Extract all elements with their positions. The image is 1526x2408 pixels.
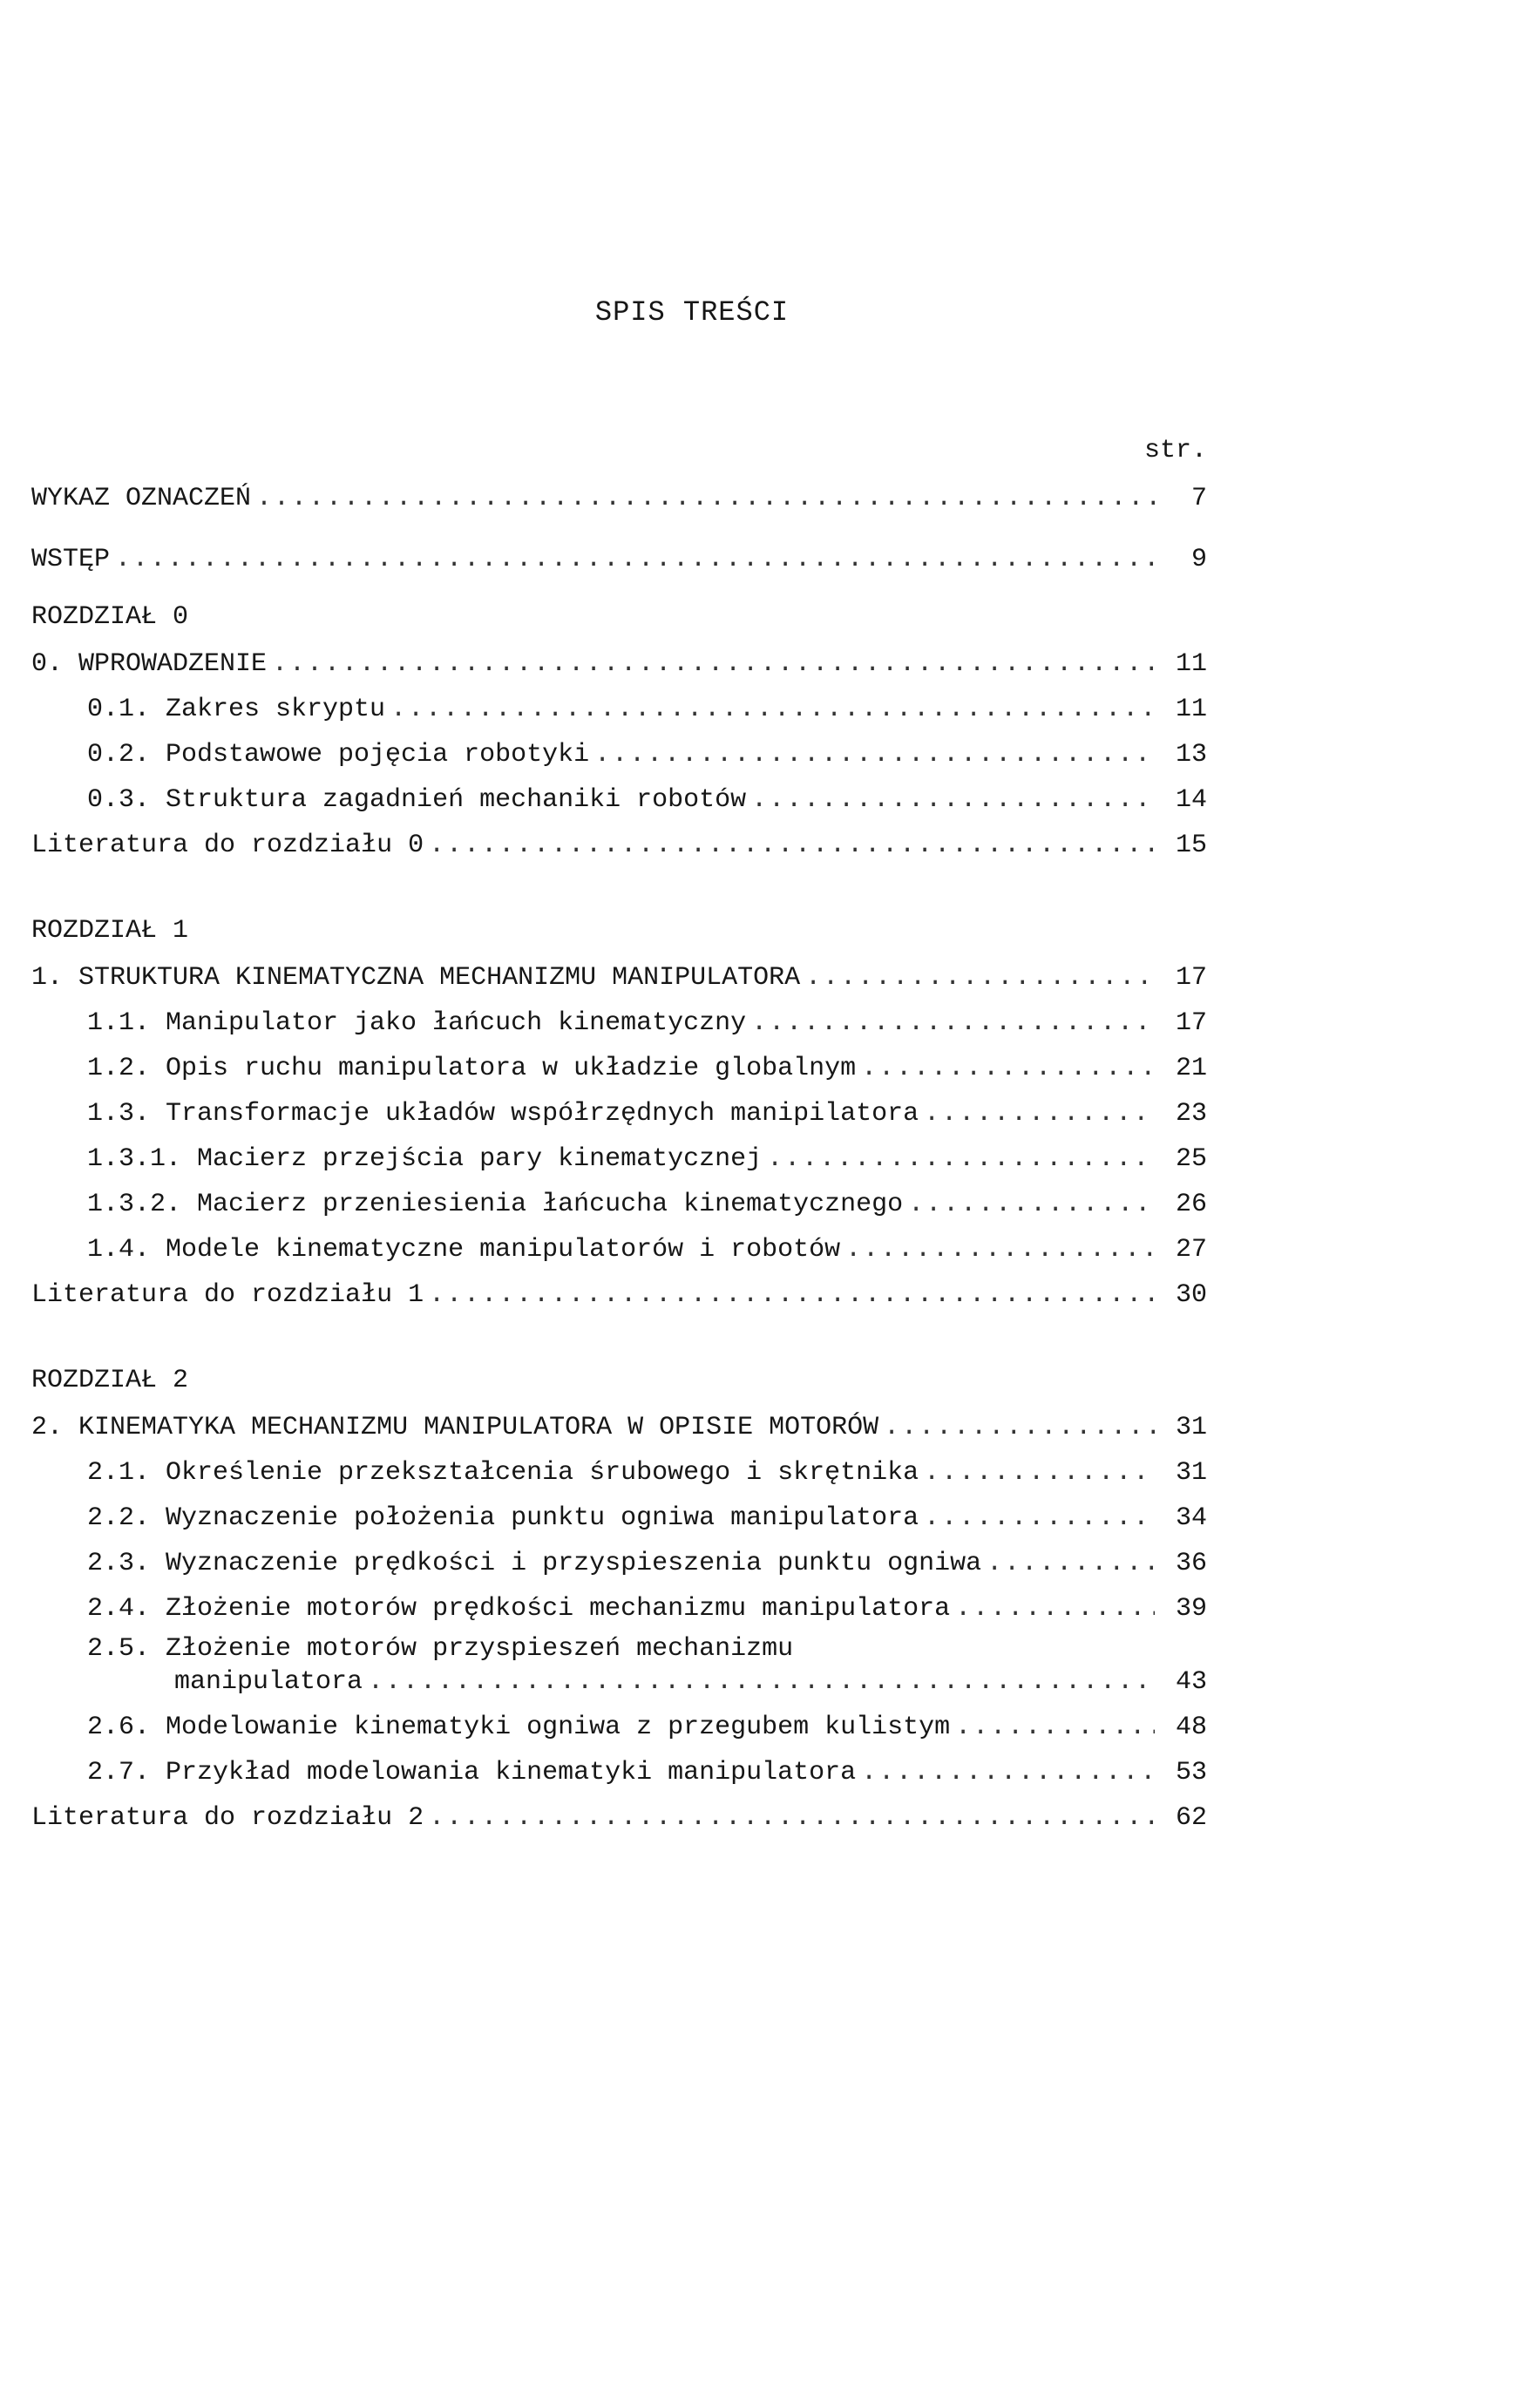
leader-dots: [746, 784, 1155, 816]
leader-dots: [424, 1802, 1155, 1834]
toc-entry-page: 11: [1175, 649, 1207, 679]
toc-entry-label: 0.3. Struktura zagadnień mechaniki robotów: [87, 785, 747, 815]
leader-dots: [746, 1007, 1155, 1039]
toc-entry-page: 53: [1175, 1758, 1207, 1787]
toc-entry-label: 2.4. Złożenie motorów prędkości mechanizmu manipulatora: [87, 1594, 951, 1624]
toc-entry[interactable]: [31, 1410, 1207, 1443]
toc-entry-label: 2.1. Określenie przekształcenia śrubowego i skrętnika: [87, 1458, 919, 1488]
toc-entry[interactable]: [87, 1501, 1207, 1534]
toc-entry-label: 1.1. Manipulator jako łańcuch kinematyczny: [87, 1008, 747, 1038]
leader-dots: [800, 962, 1155, 994]
leader-dots: [363, 1666, 1155, 1698]
toc-entry-label: Literatura do rozdziału 2: [31, 1803, 424, 1833]
toc-entry[interactable]: [87, 737, 1207, 770]
toc-entry-page: 23: [1175, 1099, 1207, 1129]
page-column-label: str.: [1143, 436, 1207, 465]
toc-entry-page: 14: [1175, 785, 1207, 815]
toc-entry[interactable]: [31, 1801, 1207, 1834]
toc-entry-page: 17: [1175, 963, 1207, 993]
leader-dots: [919, 1502, 1155, 1534]
leader-dots: [267, 648, 1155, 680]
toc-entry-page: 43: [1175, 1667, 1207, 1697]
toc-entry-label: 2.3. Wyznaczenie prędkości i przyspieszenia punktu ogniwa: [87, 1549, 982, 1578]
toc-entry[interactable]: [87, 1096, 1207, 1129]
leader-dots: [919, 1098, 1155, 1129]
toc-entry-label: 1.2. Opis ruchu manipulatora w układzie globalnym: [87, 1054, 857, 1083]
chapter-2-heading: ROZDZIAŁ 2: [31, 1366, 189, 1395]
toc-entry-page: 36: [1175, 1549, 1207, 1578]
toc-entry-page: 27: [1175, 1235, 1207, 1265]
toc-entry-page: 7: [1190, 484, 1207, 513]
leader-dots: [110, 544, 1155, 575]
toc-entry-page: 48: [1175, 1713, 1207, 1742]
toc-entry-page: 21: [1175, 1054, 1207, 1083]
toc-entry-page: 25: [1175, 1144, 1207, 1174]
toc-entry[interactable]: [87, 1142, 1207, 1175]
leader-dots: [919, 1457, 1155, 1489]
toc-entry[interactable]: [87, 692, 1207, 725]
leader-dots: [589, 739, 1155, 770]
chapter-0-heading: ROZDZIAŁ 0: [31, 602, 189, 632]
toc-entry-page: 30: [1175, 1280, 1207, 1310]
toc-entry-page: 15: [1175, 831, 1207, 860]
leader-dots: [385, 694, 1155, 725]
toc-entry-label: 0. WPROWADZENIE: [31, 649, 268, 679]
toc-entry-label: 0.1. Zakres skryptu: [87, 695, 386, 724]
toc-entry-wykaz[interactable]: [31, 481, 1207, 514]
leader-dots: [762, 1143, 1155, 1175]
page-title: SPIS TREŚCI: [594, 296, 790, 329]
toc-entry-page: 34: [1175, 1503, 1207, 1533]
toc-entry-label: 2.5. Złożenie motorów przyspieszeń mechanizmu: [87, 1634, 794, 1664]
toc-entry[interactable]: [87, 1051, 1207, 1084]
toc-entry-label: 2.7. Przykład modelowania kinematyki manipulatora: [87, 1758, 857, 1787]
toc-entry-page: 31: [1175, 1413, 1207, 1442]
chapter-1-heading: ROZDZIAŁ 1: [31, 916, 189, 946]
toc-entry-label: 1. STRUKTURA KINEMATYCZNA MECHANIZMU MANIPULATORA: [31, 963, 801, 993]
leader-dots: [424, 830, 1155, 861]
toc-entry-page: 9: [1190, 545, 1207, 574]
leader-dots: [903, 1189, 1155, 1220]
toc-entry-page: 62: [1175, 1803, 1207, 1833]
toc-entry-page: 17: [1175, 1008, 1207, 1038]
leader-dots: [251, 483, 1155, 514]
toc-entry-label-continued: manipulatora: [174, 1667, 363, 1697]
toc-entry-label: 2. KINEMATYKA MECHANIZMU MANIPULATORA W OPISIE MOTORÓW: [31, 1413, 879, 1442]
toc-entry-label: WSTĘP: [31, 545, 111, 574]
toc-entry-page: 39: [1175, 1594, 1207, 1624]
toc-entry[interactable]: [31, 828, 1207, 861]
toc-entry[interactable]: [31, 960, 1207, 994]
leader-dots: [878, 1412, 1155, 1443]
toc-entry[interactable]: [31, 647, 1207, 680]
toc-entry-page: 31: [1175, 1458, 1207, 1488]
toc-entry[interactable]: [87, 1710, 1207, 1743]
toc-entry-label: 2.6. Modelowanie kinematyki ogniwa z przegubem kulistym: [87, 1713, 951, 1742]
leader-dots: [950, 1593, 1155, 1625]
toc-entry-label: 1.4. Modele kinematyczne manipulatorów i robotów: [87, 1235, 841, 1265]
toc-entry-label: 1.3. Transformacje układów współrzędnych manipilatora: [87, 1099, 919, 1129]
leader-dots: [424, 1279, 1155, 1311]
toc-entry-label: 0.2. Podstawowe pojęcia robotyki: [87, 740, 590, 770]
toc-entry[interactable]: [87, 1006, 1207, 1039]
toc-entry-label: 1.3.1. Macierz przejścia pary kinematycznej: [87, 1144, 763, 1174]
leader-dots: [856, 1053, 1155, 1084]
leader-dots: [840, 1234, 1155, 1265]
toc-entry-label: Literatura do rozdziału 1: [31, 1280, 424, 1310]
toc-entry[interactable]: [87, 1455, 1207, 1489]
toc-entry-label: WYKAZ OZNACZEŃ: [31, 484, 252, 513]
toc-entry[interactable]: [87, 1591, 1207, 1625]
leader-dots: [950, 1712, 1155, 1743]
leader-dots: [856, 1757, 1155, 1788]
toc-entry-label: 2.2. Wyznaczenie położenia punktu ogniwa manipulatora: [87, 1503, 919, 1533]
toc-entry-wstep[interactable]: [31, 542, 1207, 575]
toc-entry[interactable]: [31, 1278, 1207, 1311]
leader-dots: [981, 1548, 1155, 1579]
toc-entry[interactable]: [174, 1665, 1207, 1698]
toc-entry-label: Literatura do rozdziału 0: [31, 831, 424, 860]
toc-entry-label: 1.3.2. Macierz przeniesienia łańcucha kinematycznego: [87, 1190, 904, 1219]
toc-entry[interactable]: [87, 1187, 1207, 1220]
toc-entry[interactable]: [87, 1755, 1207, 1788]
toc-entry-page: 11: [1175, 695, 1207, 724]
toc-entry[interactable]: [87, 783, 1207, 816]
toc-entry-page: 26: [1175, 1190, 1207, 1219]
toc-entry-page: 13: [1175, 740, 1207, 770]
toc-entry[interactable]: [87, 1232, 1207, 1265]
toc-entry[interactable]: [87, 1546, 1207, 1579]
